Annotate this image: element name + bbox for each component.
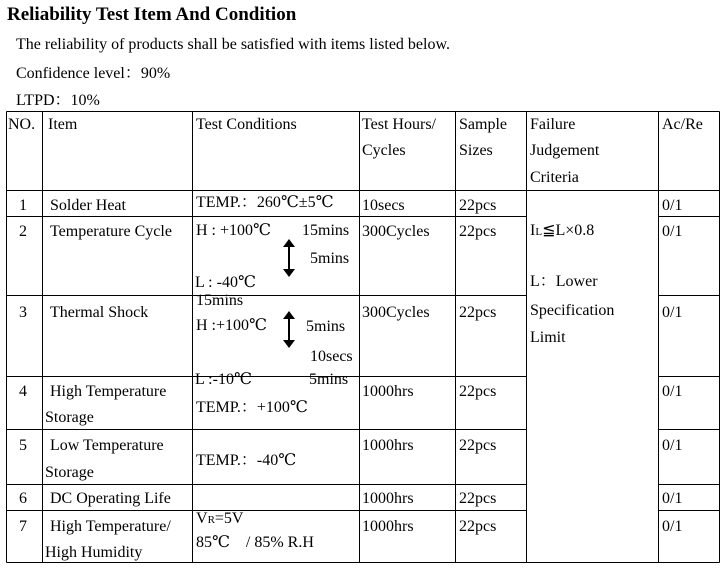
row-no: 6: [19, 490, 27, 507]
row-item: Solder Heat: [50, 197, 126, 214]
row-condition-high: H :+100℃: [196, 317, 267, 334]
row-sample: 22pcs: [459, 437, 497, 454]
row-item: DC Operating Life: [50, 490, 171, 507]
row-hours: 300Cycles: [362, 223, 430, 240]
row-no: 2: [19, 223, 27, 240]
header-failure: Failure: [530, 116, 576, 133]
row-condition-voltage: [196, 510, 243, 529]
row-item: Temperature Cycle: [50, 223, 172, 240]
row-condition-time: 15mins: [302, 222, 350, 239]
criteria-formula-rest: ≦L×0.8: [542, 222, 595, 239]
row-item: Thermal Shock: [50, 304, 149, 321]
row-sample: 22pcs: [459, 197, 497, 214]
row-condition: TEMP.：-40℃: [196, 452, 297, 469]
row-condition: TEMP.：+100℃: [196, 399, 308, 416]
header-test-hours: Test Hours/: [362, 116, 436, 133]
row-item-2: High Humidity: [45, 544, 143, 561]
row-condition-time-2: 10secs: [310, 348, 353, 365]
row-condition: TEMP.：260℃±5℃: [196, 194, 334, 211]
criteria-i: I: [530, 222, 536, 239]
confidence-level: Confidence level：90%: [16, 65, 171, 82]
row-item: High Temperature: [50, 383, 167, 400]
header-test-hours-2: Cycles: [362, 142, 406, 159]
row-condition-humidity: 85℃ / 85% R.H: [196, 534, 314, 551]
criteria-formula: [530, 222, 594, 241]
row-sample: 22pcs: [459, 490, 497, 507]
header-sample: Sample: [459, 116, 507, 133]
row-condition-time-3: 5mins: [309, 371, 349, 388]
voltage-value: =5V: [214, 510, 244, 527]
header-failure-3: Criteria: [530, 169, 579, 186]
row-hours: 10secs: [362, 197, 405, 214]
header-failure-2: Judgement: [530, 142, 600, 159]
row-condition-low: L :-10℃: [195, 371, 252, 388]
row-acre: 0/1: [662, 490, 683, 507]
row-condition-time-2: 5mins: [310, 250, 350, 267]
criteria-limit: Limit: [530, 329, 566, 346]
row-hours: 1000hrs: [362, 490, 414, 507]
row-no: 1: [19, 197, 27, 214]
row-hours: 300Cycles: [362, 304, 430, 321]
row-hours: 1000hrs: [362, 383, 414, 400]
row-acre: 0/1: [662, 304, 683, 321]
voltage-v: V: [196, 510, 208, 527]
criteria-lower: L：Lower: [530, 273, 598, 290]
row-sample: 22pcs: [459, 518, 497, 535]
row-condition-low: L : -40℃: [195, 274, 256, 291]
row-sample: 22pcs: [459, 304, 497, 321]
row-sample: 22pcs: [459, 223, 497, 240]
row-no: 7: [19, 518, 27, 535]
criteria-specification: Specification: [530, 302, 615, 319]
row-acre: 0/1: [662, 197, 683, 214]
criteria-l-sub: L: [535, 226, 543, 238]
row-item-2: Storage: [45, 464, 94, 481]
row-acre: 0/1: [662, 383, 683, 400]
row-acre: 0/1: [662, 437, 683, 454]
row-item: Low Temperature: [50, 437, 164, 454]
header-acre: Ac/Re: [662, 116, 703, 133]
row-acre: 0/1: [662, 223, 683, 240]
row-condition-high: H : +100℃: [196, 222, 271, 239]
header-sample-2: Sizes: [459, 142, 493, 159]
header-test-conditions: Test Conditions: [196, 116, 297, 133]
voltage-subscript: R: [207, 514, 215, 526]
row-no: 5: [19, 437, 27, 454]
header-no: NO.: [8, 116, 36, 133]
row-no: 3: [19, 304, 27, 321]
ltpd: LTPD：10%: [16, 92, 100, 109]
header-item: Item: [48, 116, 78, 133]
intro-text: The reliability of products shall be satisfied with items listed below.: [16, 36, 450, 53]
row-condition-time: 5mins: [306, 318, 346, 335]
row-no: 4: [19, 383, 27, 400]
row-condition-time-3: 15mins: [196, 292, 244, 309]
row-acre: 0/1: [662, 518, 683, 535]
row-hours: 1000hrs: [362, 518, 414, 535]
page-title: Reliability Test Item And Condition: [7, 4, 297, 25]
row-hours: 1000hrs: [362, 437, 414, 454]
row-item: High Temperature/: [50, 518, 171, 535]
row-item-2: Storage: [45, 409, 94, 426]
row-sample: 22pcs: [459, 383, 497, 400]
